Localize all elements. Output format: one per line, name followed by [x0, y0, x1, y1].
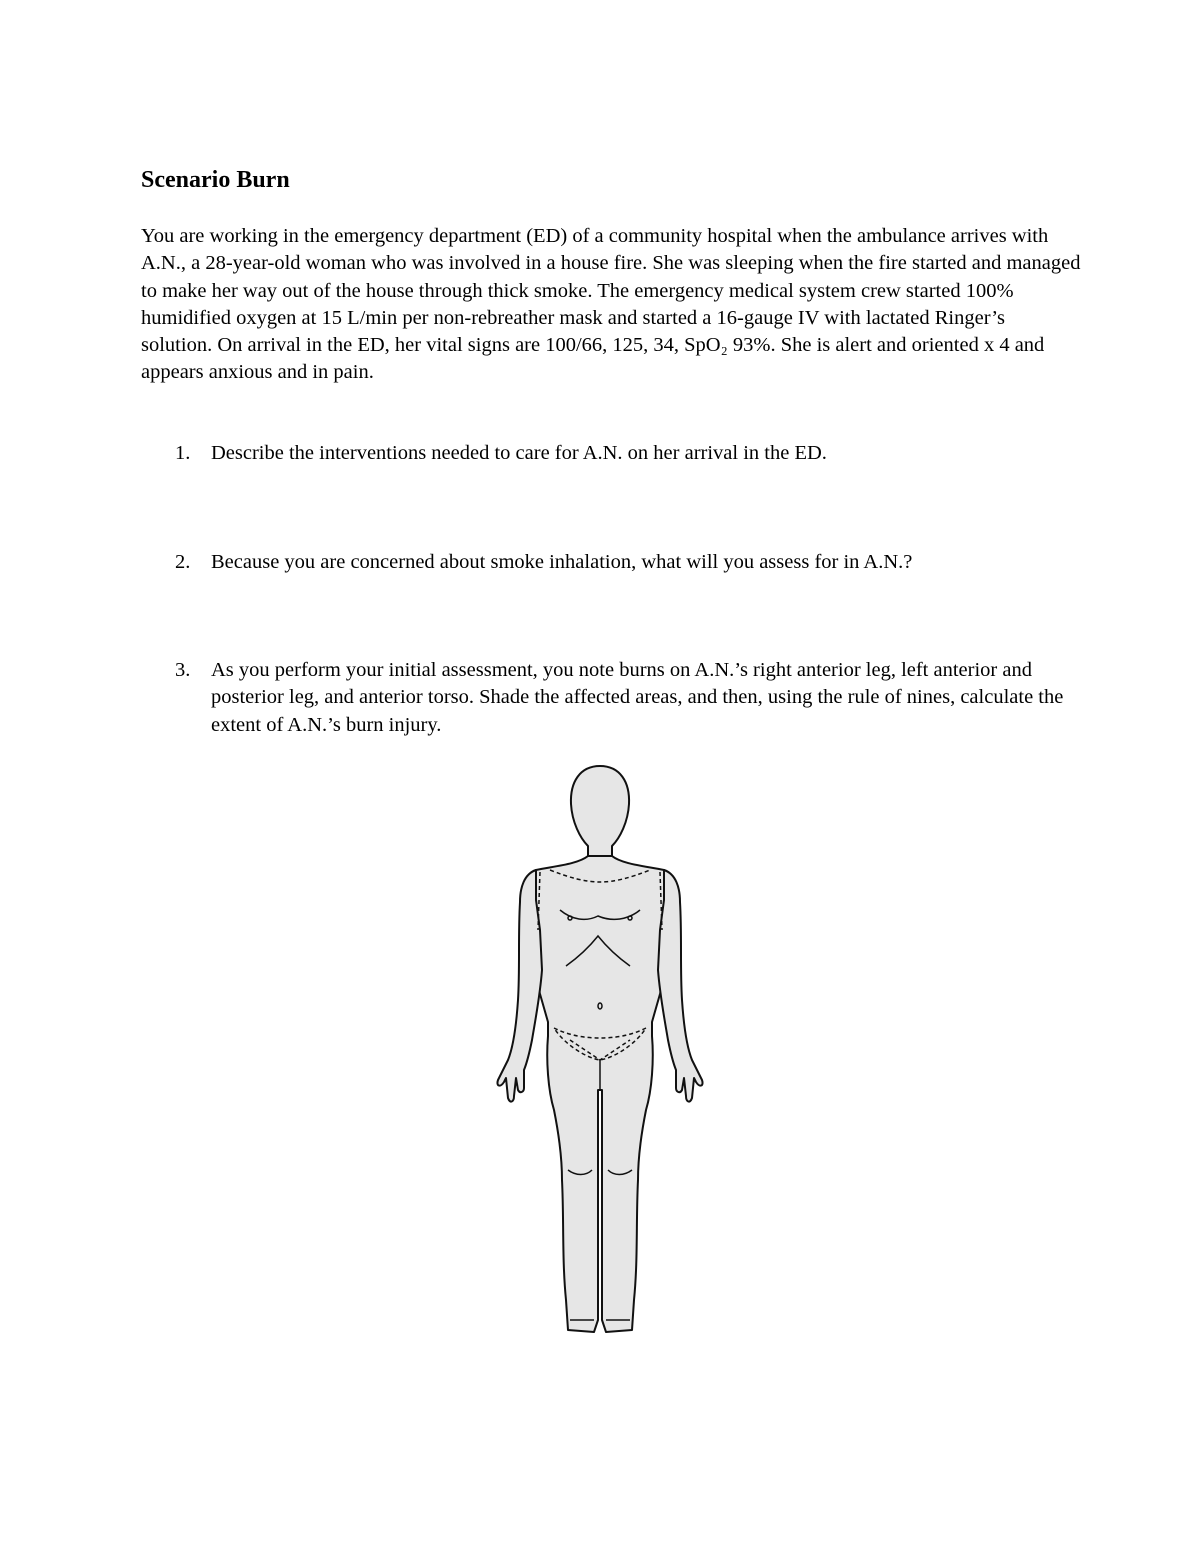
body-diagram	[490, 760, 710, 1350]
question-2-text: Because you are concerned about smoke inhalation, what will you assess for in A.N.?	[211, 551, 913, 573]
question-1-text: Describe the interventions needed to care for A.N. on her arrival in the ED.	[211, 442, 827, 464]
scenario-paragraph: You are working in the emergency department (ED) of a community hospital when the ambulance arrives with A.N., a 28-year-old woman who was involved in a house fire. She was sleeping when the fire started and managed to make her way out of the house through thick smoke. The emergency medical system crew started 100% humidified oxygen at 15 L/min per non-rebreather mask and started a 16-gauge IV with lactated Ringer’s solution. On arrival in the ED, her vital signs are 100/66, 125, 34, SpO₂ 93%. She is alert and oriented x 4 and appears anxious and in pain.	[141, 225, 1081, 384]
torso-shape	[524, 856, 676, 1332]
question-2-number: 2.	[175, 551, 191, 573]
page-title: Scenario Burn	[141, 167, 290, 193]
question-1	[175, 440, 1075, 467]
question-3-number: 3.	[175, 659, 191, 681]
question-1-number: 1.	[175, 442, 191, 464]
right-arm-shape	[658, 870, 703, 1102]
question-3	[175, 657, 1075, 739]
left-arm-shape	[497, 870, 542, 1102]
body-outline-illustration	[490, 760, 710, 1350]
question-2	[175, 549, 1075, 576]
head-shape	[571, 766, 629, 860]
question-3-text: As you perform your initial assessment, you note burns on A.N.’s right anterior leg, left anterior and posterior leg, and anterior torso. Shade the affected areas, and then, using the rule of nines, calculate the extent of A.N.’s burn injury.	[211, 659, 1064, 736]
